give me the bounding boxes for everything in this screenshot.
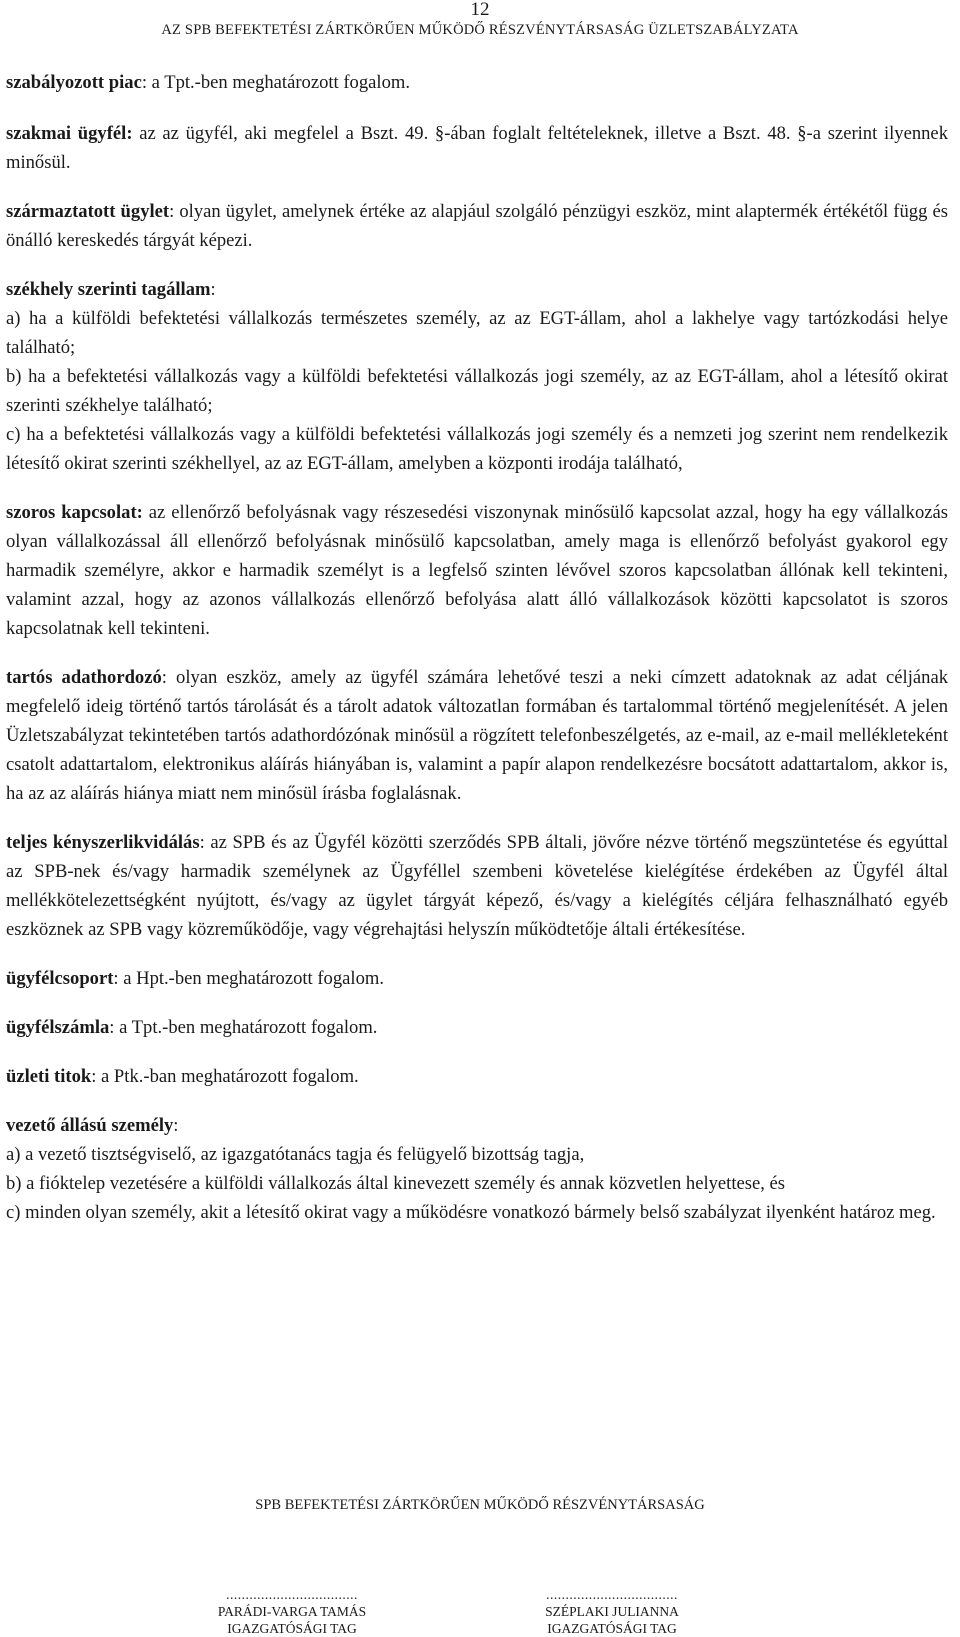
definition-text: : a Hpt.-ben meghatározott fogalom. (113, 968, 384, 989)
signatory-role: IGAZGATÓSÁGI TAG (547, 1621, 677, 1636)
definition-text: : az SPB és az Ügyfél közötti szerződés SPB általi, jövőre nézve történő megszüntetése és egyúttal az SPB-nek és/vagy harmadik személynek az Ügyféllel szembeni követelése kielégítése érdekében az Ügyfél által mellékkötelezettségként nyújtott, és/vagy az ügylet tárgyát képező, és/vagy a kielégítés céljára felhasználható egyéb eszköznek az SPB vagy közreműködője, vagy végrehajtási helyszín működtetője általi értékesítése. (6, 832, 949, 940)
definition-term: szakmai ügyfél: (6, 123, 133, 144)
signatory-name: PARÁDI-VARGA TAMÁS (217, 1604, 367, 1619)
definition-entry (6, 498, 948, 643)
definition-term: tartós adathordozó (6, 667, 162, 688)
definition-item: a) ha a külföldi befektetési vállalkozás természetes személy, az az EGT-állam, ahol a lakhelye vagy tartózkodási helye található; (6, 308, 948, 358)
definition-term: székhely szerinti tagállam (6, 279, 211, 300)
definition-entry (6, 197, 948, 255)
page-number: 12 (470, 0, 490, 20)
signature-line: .................................. (546, 1587, 678, 1602)
definition-text: : a Tpt.-ben meghatározott fogalom. (141, 72, 410, 93)
document-header-title: AZ SPB BEFEKTETÉSI ZÁRTKÖRŰEN MŰKÖDŐ RÉSZVÉNYTÁRSASÁG ÜZLETSZABÁLYZATA (161, 22, 799, 38)
definition-term: szoros kapcsolat: (6, 502, 143, 523)
definition-term: teljes kényszerlikvidálás (6, 832, 200, 853)
definition-entry (6, 275, 948, 478)
definition-text: az ellenőrző befolyásnak vagy részesedési viszonynak minősülő kapcsolat azzal, hogy ha egy vállalkozás olyan vállalkozással áll ellenőrző befolyásnak minősülő kapcsolatban, amely maga is ellenőrző befolyást gyakorol egy harmadik személyre, akkor e harmadik személyt is a legfelső szinten lévővel szoros kapcsolatban állónak kell tekinteni, valamint azzal, hogy az azonos vállalkozás ellenőrző befolyása alatt álló vállalkozások közötti kapcsolatot is szoros kapcsolatnak kell tekinteni. (6, 502, 948, 639)
definition-term: ügyfélcsoport (6, 968, 114, 989)
definition-entry (6, 1013, 948, 1042)
definition-text: az az ügyfél, aki megfelel a Bszt. 49. §-ában foglalt feltételeknek, illetve a Bszt. 48. §-a szerint ilyennek minősül. (6, 123, 948, 173)
definition-item: b) a fióktelep vezetésére a külföldi vállalkozás által kinevezett személy és annak közvetlen helyettese, és (6, 1173, 786, 1194)
definition-entry (6, 68, 948, 97)
definition-entry (6, 663, 948, 808)
definition-entry (6, 828, 948, 944)
definition-term: ügyfélszámla (6, 1017, 110, 1038)
definition-text: : a Tpt.-ben meghatározott fogalom. (109, 1017, 378, 1038)
definition-entry (6, 964, 948, 993)
definition-text: : (173, 1115, 179, 1136)
definition-item: b) ha a befektetési vállalkozás vagy a külföldi befektetési vállalkozás jogi személy, az az EGT-állam, ahol a létesítő okirat szerinti székhelye található; (6, 366, 948, 416)
footer-company-name: SPB BEFEKTETÉSI ZÁRTKÖRŰEN MŰKÖDŐ RÉSZVÉNYTÁRSASÁG (255, 1497, 705, 1513)
signature-block (482, 1586, 742, 1637)
definition-text: : olyan ügylet, amelynek értéke az alapjául szolgáló pénzügyi eszköz, mint alaptermék értékétől függ és önálló kereskedés tárgyát képezi. (6, 201, 948, 251)
definition-term: szabályozott piac (6, 72, 142, 93)
definition-entry (6, 119, 948, 177)
definition-term: származtatott ügylet (6, 201, 170, 222)
definition-item: a) a vezető tisztségviselő, az igazgatótanács tagja és felügyelő bizottság tagja, (6, 1144, 585, 1165)
signatory-role: IGAZGATÓSÁGI TAG (227, 1621, 357, 1636)
definition-item: c) minden olyan személy, akit a létesítő okirat vagy a működésre vonatkozó bármely belső szabályzat ilyenként határoz meg. (6, 1202, 936, 1223)
definition-term: vezető állású személy (6, 1115, 174, 1136)
definition-entry (6, 1111, 948, 1227)
definition-text: : a Ptk.-ban meghatározott fogalom. (91, 1066, 359, 1087)
definitions-body (6, 68, 948, 1247)
signature-block (162, 1586, 422, 1637)
definition-text: : olyan eszköz, amely az ügyfél számára lehetővé teszi a neki címzett adatoknak az adat céljának megfelelő ideig történő tartós tárolását és a tárolt adatok változatlan formában és tartalommal történő megjelenítését. A jelen Üzletszabályzat tekintetében tartós adathordózónak minősül a rögzített telefonbeszélgetés, az e-mail, az e-mail mellékleteként csatolt adattartalom, elektronikus aláírás hiányában is, valamint a papír alapon rendelkezésre bocsátott adattartalom, akkor is, ha az az aláírás hiánya miatt nem minősül írásba foglalásnak. (6, 667, 948, 804)
definition-term: üzleti titok (6, 1066, 92, 1087)
definition-item: c) ha a befektetési vállalkozás vagy a külföldi befektetési vállalkozás jogi személy és a nemzeti jog szerint nem rendelkezik létesítő okirat szerinti székhellyel, az az EGT-állam, amelyben a központi irodája található, (6, 424, 948, 474)
definition-entry (6, 1062, 948, 1091)
signature-line: .................................. (226, 1587, 358, 1602)
signatory-name: SZÉPLAKI JULIANNA (545, 1604, 679, 1619)
definition-text: : (210, 279, 216, 300)
